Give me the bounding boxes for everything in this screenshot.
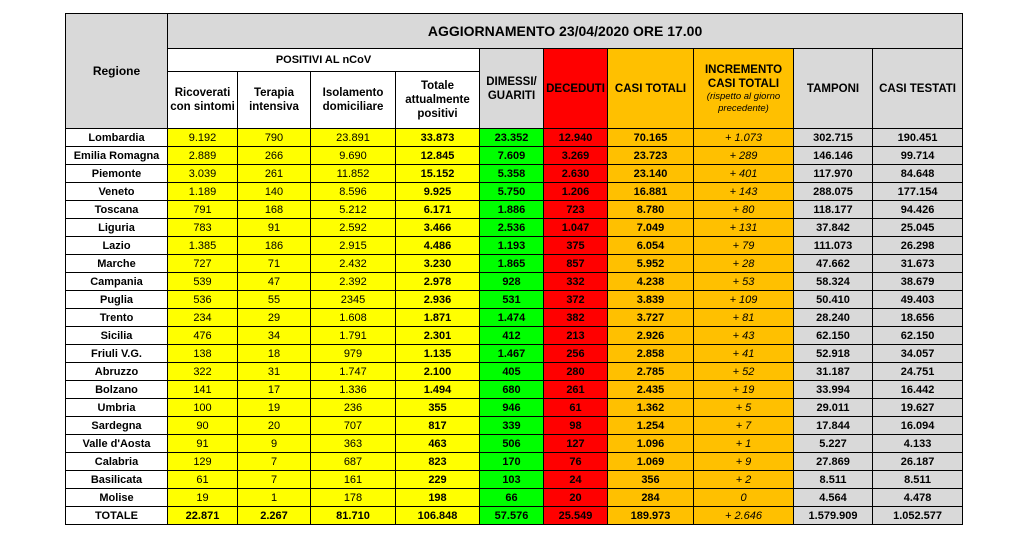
totale-positivi-value: 2.100	[396, 363, 480, 381]
totale-positivi-value: 106.848	[396, 507, 480, 525]
region-name: Molise	[66, 489, 168, 507]
casi-testati-value: 84.648	[873, 165, 963, 183]
dimessi-value: 1.193	[480, 237, 544, 255]
ricoverati-value: 234	[168, 309, 238, 327]
tamponi-value: 28.240	[794, 309, 873, 327]
total-row	[66, 507, 963, 525]
deceduti-value: 20	[544, 489, 608, 507]
region-name: Calabria	[66, 453, 168, 471]
incremento-value: + 19	[694, 381, 794, 399]
region-name: Bolzano	[66, 381, 168, 399]
tamponi-value: 47.662	[794, 255, 873, 273]
totale-positivi-value: 463	[396, 435, 480, 453]
incremento-value: + 53	[694, 273, 794, 291]
casi-totali-value: 2.785	[608, 363, 694, 381]
region-name: Valle d'Aosta	[66, 435, 168, 453]
incremento-value: + 9	[694, 453, 794, 471]
isolamento-value: 1.608	[311, 309, 396, 327]
casi-testati-value: 16.094	[873, 417, 963, 435]
casi-totali-value: 8.780	[608, 201, 694, 219]
terapia-value: 71	[238, 255, 311, 273]
casi-totali-value: 3.839	[608, 291, 694, 309]
region-name: Trento	[66, 309, 168, 327]
casi-totali-value: 356	[608, 471, 694, 489]
totale-positivi-value: 1.135	[396, 345, 480, 363]
ricoverati-value: 100	[168, 399, 238, 417]
casi-testati-value: 4.133	[873, 435, 963, 453]
deceduti-value: 1.047	[544, 219, 608, 237]
terapia-value: 29	[238, 309, 311, 327]
dimessi-value: 405	[480, 363, 544, 381]
region-name: Puglia	[66, 291, 168, 309]
casi-totali-value: 4.238	[608, 273, 694, 291]
header-casi-totali: CASI TOTALI	[608, 49, 694, 129]
isolamento-value: 2.915	[311, 237, 396, 255]
casi-testati-value: 190.451	[873, 129, 963, 147]
incremento-value: + 43	[694, 327, 794, 345]
totale-positivi-value: 2.301	[396, 327, 480, 345]
totale-positivi-value: 1.494	[396, 381, 480, 399]
ricoverati-value: 783	[168, 219, 238, 237]
region-name: Abruzzo	[66, 363, 168, 381]
dimessi-value: 339	[480, 417, 544, 435]
casi-testati-value: 8.511	[873, 471, 963, 489]
tamponi-value: 62.150	[794, 327, 873, 345]
region-name: Lombardia	[66, 129, 168, 147]
casi-totali-value: 6.054	[608, 237, 694, 255]
page-title: AGGIORNAMENTO 23/04/2020 ORE 17.00	[168, 14, 963, 49]
totale-positivi-value: 355	[396, 399, 480, 417]
header-incremento-label: INCREMENTO CASI TOTALI	[704, 63, 783, 90]
isolamento-value: 5.212	[311, 201, 396, 219]
deceduti-value: 261	[544, 381, 608, 399]
ricoverati-value: 91	[168, 435, 238, 453]
casi-totali-value: 23.723	[608, 147, 694, 165]
totale-positivi-value: 4.486	[396, 237, 480, 255]
tamponi-value: 17.844	[794, 417, 873, 435]
deceduti-value: 256	[544, 345, 608, 363]
totale-positivi-value: 823	[396, 453, 480, 471]
incremento-value: + 28	[694, 255, 794, 273]
ricoverati-value: 22.871	[168, 507, 238, 525]
header-dimessi: DIMESSI/ GUARITI	[480, 49, 544, 129]
ricoverati-value: 536	[168, 291, 238, 309]
tamponi-value: 33.994	[794, 381, 873, 399]
table-row	[66, 273, 963, 291]
dimessi-value: 506	[480, 435, 544, 453]
deceduti-value: 332	[544, 273, 608, 291]
header-totale-positivi: Totale attualmente positivi	[396, 72, 480, 129]
terapia-value: 17	[238, 381, 311, 399]
casi-testati-value: 26.298	[873, 237, 963, 255]
table-row	[66, 489, 963, 507]
ricoverati-value: 90	[168, 417, 238, 435]
header-regione: Regione	[66, 14, 168, 129]
casi-totali-value: 3.727	[608, 309, 694, 327]
table-row	[66, 183, 963, 201]
totale-positivi-value: 6.171	[396, 201, 480, 219]
isolamento-value: 1.791	[311, 327, 396, 345]
deceduti-value: 372	[544, 291, 608, 309]
terapia-value: 20	[238, 417, 311, 435]
terapia-value: 261	[238, 165, 311, 183]
dimessi-value: 7.609	[480, 147, 544, 165]
deceduti-value: 857	[544, 255, 608, 273]
incremento-value: + 131	[694, 219, 794, 237]
totale-positivi-value: 229	[396, 471, 480, 489]
totale-positivi-value: 1.871	[396, 309, 480, 327]
casi-testati-value: 49.403	[873, 291, 963, 309]
region-name: Sicilia	[66, 327, 168, 345]
casi-testati-value: 99.714	[873, 147, 963, 165]
isolamento-value: 687	[311, 453, 396, 471]
dimessi-value: 2.536	[480, 219, 544, 237]
tamponi-value: 27.869	[794, 453, 873, 471]
region-name: Piemonte	[66, 165, 168, 183]
casi-testati-value: 19.627	[873, 399, 963, 417]
terapia-value: 7	[238, 453, 311, 471]
tamponi-value: 52.918	[794, 345, 873, 363]
region-name: Basilicata	[66, 471, 168, 489]
deceduti-value: 24	[544, 471, 608, 489]
dimessi-value: 5.358	[480, 165, 544, 183]
casi-totali-value: 1.254	[608, 417, 694, 435]
tamponi-value: 50.410	[794, 291, 873, 309]
casi-totali-value: 284	[608, 489, 694, 507]
region-name: Friuli V.G.	[66, 345, 168, 363]
deceduti-value: 2.630	[544, 165, 608, 183]
tamponi-value: 302.715	[794, 129, 873, 147]
table-row	[66, 345, 963, 363]
incremento-value: + 80	[694, 201, 794, 219]
dimessi-value: 1.474	[480, 309, 544, 327]
casi-totali-value: 16.881	[608, 183, 694, 201]
ricoverati-value: 2.889	[168, 147, 238, 165]
incremento-value: + 109	[694, 291, 794, 309]
totale-positivi-value: 2.936	[396, 291, 480, 309]
deceduti-value: 382	[544, 309, 608, 327]
casi-totali-value: 189.973	[608, 507, 694, 525]
deceduti-value: 1.206	[544, 183, 608, 201]
tamponi-value: 8.511	[794, 471, 873, 489]
incremento-value: + 79	[694, 237, 794, 255]
incremento-value: + 401	[694, 165, 794, 183]
casi-totali-value: 1.096	[608, 435, 694, 453]
deceduti-value: 61	[544, 399, 608, 417]
header-ricoverati: Ricoverati con sintomi	[168, 72, 238, 129]
dimessi-value: 170	[480, 453, 544, 471]
ricoverati-value: 1.189	[168, 183, 238, 201]
dimessi-value: 5.750	[480, 183, 544, 201]
terapia-value: 47	[238, 273, 311, 291]
dimessi-value: 66	[480, 489, 544, 507]
totale-positivi-value: 3.466	[396, 219, 480, 237]
isolamento-value: 2.432	[311, 255, 396, 273]
ricoverati-value: 1.385	[168, 237, 238, 255]
deceduti-value: 723	[544, 201, 608, 219]
deceduti-value: 3.269	[544, 147, 608, 165]
ricoverati-value: 476	[168, 327, 238, 345]
dimessi-value: 531	[480, 291, 544, 309]
isolamento-value: 81.710	[311, 507, 396, 525]
incremento-value: + 81	[694, 309, 794, 327]
isolamento-value: 979	[311, 345, 396, 363]
table-row	[66, 219, 963, 237]
table-row	[66, 291, 963, 309]
header-terapia: Terapia intensiva	[238, 72, 311, 129]
tamponi-value: 288.075	[794, 183, 873, 201]
casi-testati-value: 18.656	[873, 309, 963, 327]
terapia-value: 140	[238, 183, 311, 201]
terapia-value: 9	[238, 435, 311, 453]
table-row	[66, 417, 963, 435]
casi-testati-value: 34.057	[873, 345, 963, 363]
dimessi-value: 680	[480, 381, 544, 399]
terapia-value: 91	[238, 219, 311, 237]
terapia-value: 55	[238, 291, 311, 309]
tamponi-value: 4.564	[794, 489, 873, 507]
casi-testati-value: 24.751	[873, 363, 963, 381]
casi-totali-value: 5.952	[608, 255, 694, 273]
casi-testati-value: 177.154	[873, 183, 963, 201]
tamponi-value: 117.970	[794, 165, 873, 183]
casi-totali-value: 7.049	[608, 219, 694, 237]
incremento-value: + 143	[694, 183, 794, 201]
isolamento-value: 2.392	[311, 273, 396, 291]
isolamento-value: 9.690	[311, 147, 396, 165]
terapia-value: 31	[238, 363, 311, 381]
table-row	[66, 453, 963, 471]
table-row	[66, 435, 963, 453]
table-row	[66, 237, 963, 255]
header-isolamento: Isolamento domiciliare	[311, 72, 396, 129]
terapia-value: 18	[238, 345, 311, 363]
terapia-value: 790	[238, 129, 311, 147]
dimessi-value: 103	[480, 471, 544, 489]
table-row	[66, 309, 963, 327]
casi-totali-value: 2.435	[608, 381, 694, 399]
casi-testati-value: 38.679	[873, 273, 963, 291]
terapia-value: 168	[238, 201, 311, 219]
ricoverati-value: 61	[168, 471, 238, 489]
deceduti-value: 76	[544, 453, 608, 471]
incremento-value: 0	[694, 489, 794, 507]
ricoverati-value: 3.039	[168, 165, 238, 183]
totale-positivi-value: 3.230	[396, 255, 480, 273]
terapia-value: 266	[238, 147, 311, 165]
table-row	[66, 255, 963, 273]
dimessi-value: 23.352	[480, 129, 544, 147]
deceduti-value: 280	[544, 363, 608, 381]
casi-testati-value: 1.052.577	[873, 507, 963, 525]
totale-positivi-value: 33.873	[396, 129, 480, 147]
ricoverati-value: 129	[168, 453, 238, 471]
ricoverati-value: 539	[168, 273, 238, 291]
region-name: Umbria	[66, 399, 168, 417]
table-row	[66, 147, 963, 165]
tamponi-value: 1.579.909	[794, 507, 873, 525]
incremento-value: + 41	[694, 345, 794, 363]
table-row	[66, 471, 963, 489]
casi-totali-value: 70.165	[608, 129, 694, 147]
table-row	[66, 129, 963, 147]
table-row	[66, 327, 963, 345]
casi-totali-value: 23.140	[608, 165, 694, 183]
casi-totali-value: 2.926	[608, 327, 694, 345]
region-name: Marche	[66, 255, 168, 273]
terapia-value: 186	[238, 237, 311, 255]
tamponi-value: 146.146	[794, 147, 873, 165]
deceduti-value: 12.940	[544, 129, 608, 147]
isolamento-value: 2345	[311, 291, 396, 309]
isolamento-value: 8.596	[311, 183, 396, 201]
incremento-value: + 1	[694, 435, 794, 453]
casi-testati-value: 16.442	[873, 381, 963, 399]
casi-totali-value: 1.362	[608, 399, 694, 417]
ricoverati-value: 9.192	[168, 129, 238, 147]
tamponi-value: 58.324	[794, 273, 873, 291]
totale-positivi-value: 2.978	[396, 273, 480, 291]
totale-positivi-value: 198	[396, 489, 480, 507]
region-name: TOTALE	[66, 507, 168, 525]
dimessi-value: 57.576	[480, 507, 544, 525]
casi-testati-value: 62.150	[873, 327, 963, 345]
tamponi-value: 5.227	[794, 435, 873, 453]
tamponi-value: 111.073	[794, 237, 873, 255]
header-deceduti: DECEDUTI	[544, 49, 608, 129]
ricoverati-value: 141	[168, 381, 238, 399]
header-tamponi: TAMPONI	[794, 49, 873, 129]
tamponi-value: 31.187	[794, 363, 873, 381]
table-body	[66, 129, 963, 525]
terapia-value: 2.267	[238, 507, 311, 525]
region-name: Liguria	[66, 219, 168, 237]
ricoverati-value: 791	[168, 201, 238, 219]
ricoverati-value: 322	[168, 363, 238, 381]
casi-totali-value: 2.858	[608, 345, 694, 363]
table-row	[66, 381, 963, 399]
incremento-value: + 1.073	[694, 129, 794, 147]
deceduti-value: 127	[544, 435, 608, 453]
terapia-value: 1	[238, 489, 311, 507]
covid-regional-table	[65, 13, 963, 525]
incremento-value: + 2.646	[694, 507, 794, 525]
table-row	[66, 399, 963, 417]
incremento-value: + 7	[694, 417, 794, 435]
ricoverati-value: 727	[168, 255, 238, 273]
region-name: Emilia Romagna	[66, 147, 168, 165]
casi-testati-value: 26.187	[873, 453, 963, 471]
dimessi-value: 1.467	[480, 345, 544, 363]
deceduti-value: 213	[544, 327, 608, 345]
region-name: Campania	[66, 273, 168, 291]
region-name: Sardegna	[66, 417, 168, 435]
isolamento-value: 363	[311, 435, 396, 453]
ricoverati-value: 19	[168, 489, 238, 507]
deceduti-value: 25.549	[544, 507, 608, 525]
tamponi-value: 37.842	[794, 219, 873, 237]
casi-testati-value: 31.673	[873, 255, 963, 273]
table-row	[66, 201, 963, 219]
header-positivi-group: POSITIVI AL nCoV	[168, 49, 480, 72]
dimessi-value: 1.886	[480, 201, 544, 219]
isolamento-value: 707	[311, 417, 396, 435]
region-name: Veneto	[66, 183, 168, 201]
incremento-value: + 2	[694, 471, 794, 489]
totale-positivi-value: 15.152	[396, 165, 480, 183]
isolamento-value: 23.891	[311, 129, 396, 147]
isolamento-value: 2.592	[311, 219, 396, 237]
region-name: Toscana	[66, 201, 168, 219]
totale-positivi-value: 12.845	[396, 147, 480, 165]
header-incremento-note: (rispetto al giorno precedente)	[706, 90, 781, 114]
totale-positivi-value: 9.925	[396, 183, 480, 201]
table-row	[66, 165, 963, 183]
tamponi-value: 29.011	[794, 399, 873, 417]
isolamento-value: 161	[311, 471, 396, 489]
region-name: Lazio	[66, 237, 168, 255]
casi-totali-value: 1.069	[608, 453, 694, 471]
isolamento-value: 1.747	[311, 363, 396, 381]
deceduti-value: 98	[544, 417, 608, 435]
isolamento-value: 236	[311, 399, 396, 417]
terapia-value: 19	[238, 399, 311, 417]
dimessi-value: 1.865	[480, 255, 544, 273]
header-incremento	[694, 49, 794, 129]
isolamento-value: 1.336	[311, 381, 396, 399]
dimessi-value: 946	[480, 399, 544, 417]
isolamento-value: 178	[311, 489, 396, 507]
incremento-value: + 52	[694, 363, 794, 381]
deceduti-value: 375	[544, 237, 608, 255]
terapia-value: 7	[238, 471, 311, 489]
casi-testati-value: 4.478	[873, 489, 963, 507]
dimessi-value: 928	[480, 273, 544, 291]
casi-testati-value: 94.426	[873, 201, 963, 219]
ricoverati-value: 138	[168, 345, 238, 363]
isolamento-value: 11.852	[311, 165, 396, 183]
header-casi-testati: CASI TESTATI	[873, 49, 963, 129]
casi-testati-value: 25.045	[873, 219, 963, 237]
dimessi-value: 412	[480, 327, 544, 345]
incremento-value: + 289	[694, 147, 794, 165]
terapia-value: 34	[238, 327, 311, 345]
incremento-value: + 5	[694, 399, 794, 417]
totale-positivi-value: 817	[396, 417, 480, 435]
table-row	[66, 363, 963, 381]
report-wrapper	[65, 13, 962, 525]
tamponi-value: 118.177	[794, 201, 873, 219]
